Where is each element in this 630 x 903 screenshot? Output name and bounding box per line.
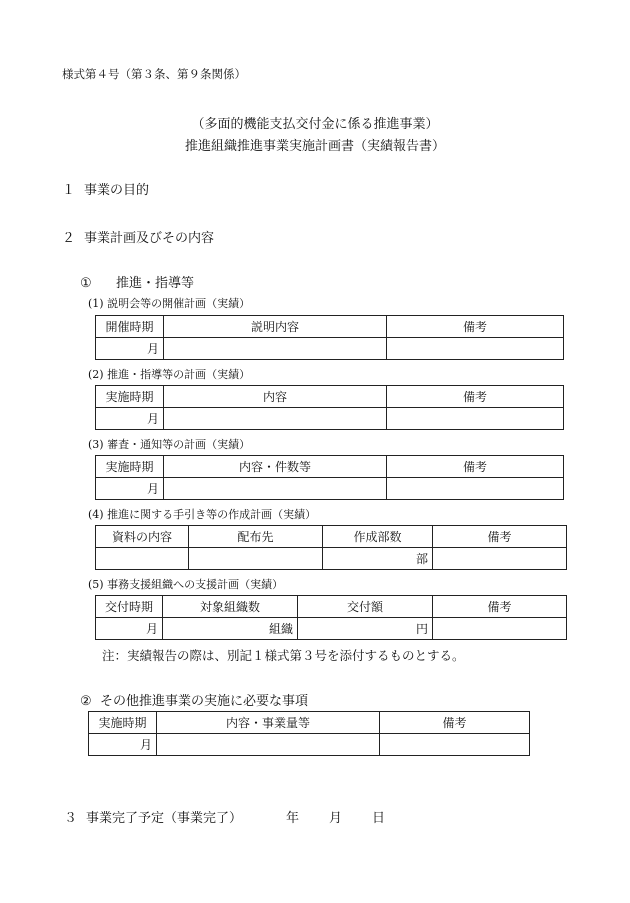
table-row xyxy=(96,548,567,570)
table-cell[interactable] xyxy=(164,338,387,360)
table-cell[interactable] xyxy=(157,734,380,756)
table-4-caption: (4) 推進に関する手引き等の作成計画（実績） xyxy=(88,508,317,521)
table-row xyxy=(89,734,530,756)
table-row xyxy=(89,712,530,734)
table-3 xyxy=(95,455,564,500)
table-header: 内容 xyxy=(164,386,387,408)
table-row xyxy=(96,618,567,640)
table-cell[interactable] xyxy=(387,408,564,430)
table-cell[interactable] xyxy=(189,548,323,570)
subsection-1-label: 推進・指導等 xyxy=(116,276,195,291)
table-cell[interactable]: 月 xyxy=(96,338,164,360)
table-4 xyxy=(95,525,567,570)
table-row xyxy=(96,478,564,500)
table-header: 備考 xyxy=(387,456,564,478)
section-1-number: １ xyxy=(62,183,76,198)
table-header: 対象組織数 xyxy=(163,596,298,618)
table-header: 備考 xyxy=(433,526,567,548)
subsection-2-mark: ② xyxy=(80,694,92,709)
subsection-1-mark: ① xyxy=(80,276,92,291)
table-header: 備考 xyxy=(387,386,564,408)
section-1-label: 事業の目的 xyxy=(84,183,150,198)
table-cell[interactable] xyxy=(387,478,564,500)
table-row xyxy=(96,316,564,338)
subsection-2-label: その他推進事業の実施に必要な事項 xyxy=(100,694,309,709)
completion-month[interactable]: 月 xyxy=(329,811,343,826)
table-header: 実施時期 xyxy=(96,456,164,478)
table-3-caption: (3) 審査・通知等の計画（実績） xyxy=(88,438,251,451)
table-header: 内容・件数等 xyxy=(164,456,387,478)
table-cell[interactable]: 月 xyxy=(96,618,163,640)
table-header: 配布先 xyxy=(189,526,323,548)
table-row xyxy=(96,386,564,408)
table-2-caption: (2) 推進・指導等の計画（実績） xyxy=(88,368,251,381)
table-header: 交付額 xyxy=(298,596,433,618)
table-header: 実施時期 xyxy=(96,386,164,408)
section-3-label: 事業完了予定（事業完了） xyxy=(86,811,243,826)
table-cell[interactable]: 組織 xyxy=(163,618,298,640)
table-cell[interactable] xyxy=(387,338,564,360)
table-2 xyxy=(95,385,564,430)
table-header: 説明内容 xyxy=(164,316,387,338)
table-cell[interactable] xyxy=(96,548,189,570)
table-cell[interactable]: 月 xyxy=(96,408,164,430)
completion-year[interactable]: 年 xyxy=(286,811,300,826)
table-cell[interactable] xyxy=(433,618,567,640)
document-title: 推進組織推進事業実施計画書（実績報告書） xyxy=(184,139,445,154)
attachment-note: 注：実績報告の際は、別記１様式第３号を添付するものとする。 xyxy=(102,648,465,663)
table-header: 備考 xyxy=(387,316,564,338)
section-1-heading xyxy=(62,179,149,198)
table-1-caption: (1) 説明会等の開催計画（実績） xyxy=(88,297,251,310)
table-header: 交付時期 xyxy=(96,596,163,618)
table-6 xyxy=(88,711,530,756)
table-row xyxy=(96,596,567,618)
table-header: 実施時期 xyxy=(89,712,157,734)
table-cell[interactable] xyxy=(164,478,387,500)
table-cell[interactable] xyxy=(433,548,567,570)
table-cell[interactable] xyxy=(164,408,387,430)
table-header: 備考 xyxy=(433,596,567,618)
table-row xyxy=(96,408,564,430)
table-cell[interactable]: 月 xyxy=(96,478,164,500)
table-header: 作成部数 xyxy=(323,526,433,548)
table-1 xyxy=(95,315,564,360)
table-5-caption: (5) 事務支援組織への支援計画（実績） xyxy=(88,578,284,591)
table-header: 内容・事業量等 xyxy=(157,712,380,734)
document-subtitle: （多面的機能支払交付金に係る推進事業） xyxy=(191,117,439,132)
form-number: 様式第４号（第３条、第９条関係） xyxy=(62,67,246,81)
section-2-label: 事業計画及びその内容 xyxy=(84,231,215,246)
table-header: 備考 xyxy=(380,712,530,734)
table-cell[interactable]: 部 xyxy=(323,548,433,570)
completion-day[interactable]: 日 xyxy=(372,811,386,826)
table-header: 開催時期 xyxy=(96,316,164,338)
subsection-1-heading xyxy=(80,272,194,291)
section-3-number: ３ xyxy=(64,811,78,826)
section-2-heading xyxy=(62,227,214,246)
table-cell[interactable] xyxy=(380,734,530,756)
table-row xyxy=(96,526,567,548)
section-2-number: ２ xyxy=(62,231,76,246)
table-cell[interactable]: 月 xyxy=(89,734,157,756)
subsection-2-heading xyxy=(80,690,308,709)
table-5 xyxy=(95,595,567,640)
table-cell[interactable]: 円 xyxy=(298,618,433,640)
section-3-heading xyxy=(64,807,385,826)
table-row xyxy=(96,456,564,478)
table-row xyxy=(96,338,564,360)
table-header: 資料の内容 xyxy=(96,526,189,548)
